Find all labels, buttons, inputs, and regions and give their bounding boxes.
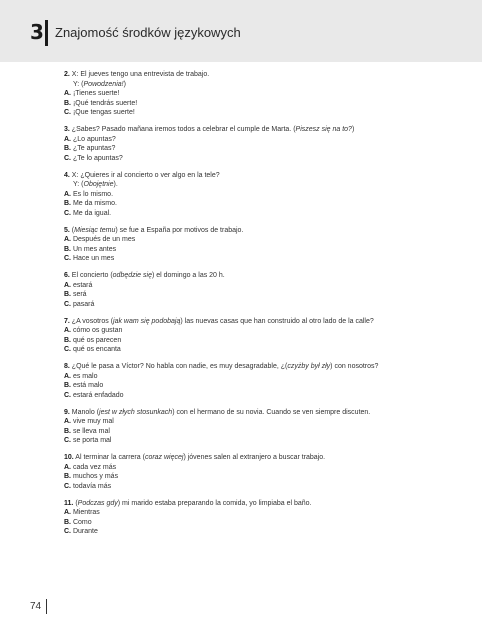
option-letter: B. — [64, 382, 71, 389]
question-segment: Y: ( — [73, 181, 84, 188]
question-text — [64, 317, 444, 327]
answer-option — [64, 482, 444, 492]
option-letter: B. — [64, 336, 71, 344]
option-text: ¿Te apuntas? — [72, 145, 116, 152]
option-letter: B. — [64, 99, 71, 107]
question-segment: ) las nuevas casas que han construido al otro lado de la calle? — [180, 317, 374, 325]
option-letter: A. — [64, 327, 71, 334]
question-text — [64, 271, 444, 281]
option-letter: B. — [64, 291, 71, 298]
option-letter: B. — [64, 427, 71, 435]
option-text: cada vez más — [72, 463, 117, 471]
answer-option — [64, 209, 444, 219]
option-letter: C. — [64, 482, 71, 490]
question-text — [64, 70, 444, 80]
option-text: está malo — [72, 382, 104, 389]
question-item — [64, 453, 444, 491]
polish-hint: Piszesz się na to? — [295, 126, 352, 133]
chapter-divider — [45, 20, 48, 46]
option-letter: C. — [64, 346, 71, 353]
question-segment: ( — [75, 499, 78, 507]
question-text — [64, 499, 444, 509]
question-segment: ) jóvenes salen al extranjero a buscar trabajo. — [183, 454, 326, 461]
question-segment: ) — [351, 126, 355, 133]
answer-option — [64, 144, 444, 154]
option-text: ¿Lo apuntas? — [72, 135, 116, 143]
option-letter: A. — [64, 372, 71, 380]
option-text: muchos y más — [72, 473, 119, 480]
answer-option — [64, 89, 444, 99]
question-number: 6. — [64, 272, 70, 279]
polish-hint: odbędzie się — [112, 272, 152, 279]
option-text: estará — [72, 281, 93, 289]
option-text: pasará — [72, 300, 95, 308]
answer-option — [64, 99, 444, 109]
page-number: 74 — [30, 601, 42, 612]
option-text: se porta mal — [72, 437, 112, 444]
answer-option — [64, 508, 444, 518]
question-item — [64, 271, 444, 309]
option-text: qué os encanta — [72, 346, 121, 353]
polish-hint: Powodzenia! — [83, 80, 124, 88]
question-segment: ( — [71, 226, 75, 234]
question-text — [64, 180, 444, 190]
option-letter: B. — [64, 518, 71, 526]
question-number: 5. — [64, 226, 70, 234]
question-segment: ) con el hermano de su novia. Cuando se ven siempre discuten. — [172, 408, 371, 416]
option-letter: A. — [64, 463, 71, 471]
answer-option — [64, 108, 444, 118]
polish-hint: jak wam się podobają — [113, 317, 181, 325]
answer-option — [64, 254, 444, 264]
chapter-header — [0, 0, 482, 62]
question-segment: Y: ( — [73, 80, 84, 88]
option-text: Me da mismo. — [72, 200, 117, 207]
polish-hint: czyżby był zły — [287, 363, 331, 370]
option-text: será — [72, 291, 87, 298]
answer-option — [64, 372, 444, 382]
answer-option — [64, 518, 444, 528]
question-item — [64, 171, 444, 219]
question-segment: ). — [113, 181, 118, 188]
question-text — [64, 408, 444, 418]
option-letter: C. — [64, 209, 71, 217]
question-item — [64, 408, 444, 446]
question-item — [64, 125, 444, 163]
answer-option — [64, 290, 444, 300]
question-segment: ¿Qué le pasa a Víctor? No habla con nadie, es muy desagradable, ¿( — [71, 363, 288, 370]
option-text: Me da igual. — [72, 209, 112, 217]
answer-option — [64, 154, 444, 164]
question-text — [64, 226, 444, 236]
answer-option — [64, 199, 444, 209]
option-letter: C. — [64, 437, 71, 444]
option-text: Durante — [72, 528, 98, 535]
question-item — [64, 317, 444, 355]
option-text: vive muy mal — [72, 418, 114, 425]
question-segment: Al terminar la carrera ( — [75, 454, 145, 461]
option-text: ¡Que tengas suerte! — [72, 109, 135, 116]
question-number: 2. — [64, 71, 70, 78]
option-letter: A. — [64, 135, 71, 143]
option-letter: C. — [64, 391, 71, 399]
option-letter: A. — [64, 90, 71, 97]
option-text: Después de un mes — [72, 236, 136, 243]
option-text: Hace un mes — [72, 255, 115, 262]
polish-hint: Podczas gdy — [77, 499, 118, 507]
polish-hint: Miesiąc temu — [74, 226, 116, 234]
option-text: ¿Te lo apuntas? — [72, 154, 123, 162]
question-text — [64, 171, 444, 181]
question-number: 8. — [64, 363, 70, 370]
question-segment: X: El jueves tengo una entrevista de trabajo. — [71, 71, 210, 78]
answer-option — [64, 472, 444, 482]
polish-hint: coraz więcej — [144, 454, 184, 461]
option-letter: C. — [64, 528, 71, 535]
option-text: ¡Qué tendrás suerte! — [72, 99, 138, 107]
answer-option — [64, 427, 444, 437]
option-letter: A. — [64, 190, 71, 198]
option-letter: B. — [64, 473, 71, 480]
answer-option — [64, 527, 444, 537]
answer-option — [64, 463, 444, 473]
question-list — [64, 70, 444, 544]
answer-option — [64, 245, 444, 255]
option-letter: A. — [64, 509, 71, 516]
answer-option — [64, 436, 444, 446]
question-item — [64, 362, 444, 400]
question-item — [64, 499, 444, 537]
answer-option — [64, 391, 444, 401]
option-letter: C. — [64, 109, 71, 116]
option-letter: B. — [64, 200, 71, 207]
question-segment: X: ¿Quieres ir al concierto o ver algo en la tele? — [71, 171, 220, 179]
option-letter: A. — [64, 236, 71, 243]
option-letter: C. — [64, 300, 71, 308]
question-text — [64, 362, 444, 372]
question-segment: El concierto ( — [71, 272, 113, 279]
option-text: Mientras — [72, 509, 100, 516]
option-text: estará enfadado — [72, 391, 124, 399]
answer-option — [64, 190, 444, 200]
question-number: 3. — [64, 126, 70, 133]
answer-option — [64, 300, 444, 310]
answer-option — [64, 326, 444, 336]
answer-option — [64, 417, 444, 427]
footer-divider — [46, 599, 47, 614]
option-text: Como — [72, 518, 92, 526]
question-number: 9. — [64, 408, 70, 416]
polish-hint: jest w złych stosunkach — [99, 408, 173, 416]
option-text: es malo — [72, 372, 98, 380]
option-text: ¡Tienes suerte! — [72, 90, 120, 97]
question-segment: ) mi marido estaba preparando la comida, yo limpiaba el baño. — [117, 499, 312, 507]
option-text: qué os parecen — [72, 336, 122, 344]
question-item — [64, 226, 444, 264]
option-text: se lleva mal — [72, 427, 110, 435]
option-text: todavía más — [72, 482, 112, 490]
option-letter: A. — [64, 418, 71, 425]
option-text: Un mes antes — [72, 245, 117, 253]
answer-option — [64, 345, 444, 355]
option-letter: C. — [64, 154, 71, 162]
question-segment: ) el domingo a las 20 h. — [151, 272, 225, 279]
option-letter: B. — [64, 245, 71, 253]
question-text — [64, 80, 444, 90]
question-number: 7. — [64, 317, 70, 325]
chapter-title: Znajomość środków językowych — [55, 25, 241, 40]
question-segment: ¿A vosotros ( — [71, 317, 114, 325]
question-segment: ) con nosotros? — [330, 363, 379, 370]
question-number: 10. — [64, 454, 74, 461]
question-segment: ) — [123, 80, 126, 88]
option-letter: C. — [64, 255, 71, 262]
option-letter: A. — [64, 281, 71, 289]
option-letter: B. — [64, 145, 71, 152]
question-number: 4. — [64, 171, 70, 179]
option-text: Es lo mismo. — [72, 190, 114, 198]
answer-option — [64, 135, 444, 145]
question-item — [64, 70, 444, 118]
answer-option — [64, 235, 444, 245]
question-text — [64, 125, 444, 135]
question-segment: ) se fue a España por motivos de trabajo. — [115, 226, 244, 234]
question-segment: Manolo ( — [71, 408, 100, 416]
question-number: 11. — [64, 499, 74, 507]
question-text — [64, 453, 444, 463]
chapter-number: 3 — [30, 20, 44, 44]
answer-option — [64, 336, 444, 346]
polish-hint: Obojętnie — [83, 181, 114, 188]
question-segment: ¿Sabes? Pasado mañana iremos todos a celebrar el cumple de Marta. ( — [71, 126, 296, 133]
answer-option — [64, 281, 444, 291]
option-text: cómo os gustan — [72, 327, 123, 334]
answer-option — [64, 381, 444, 391]
